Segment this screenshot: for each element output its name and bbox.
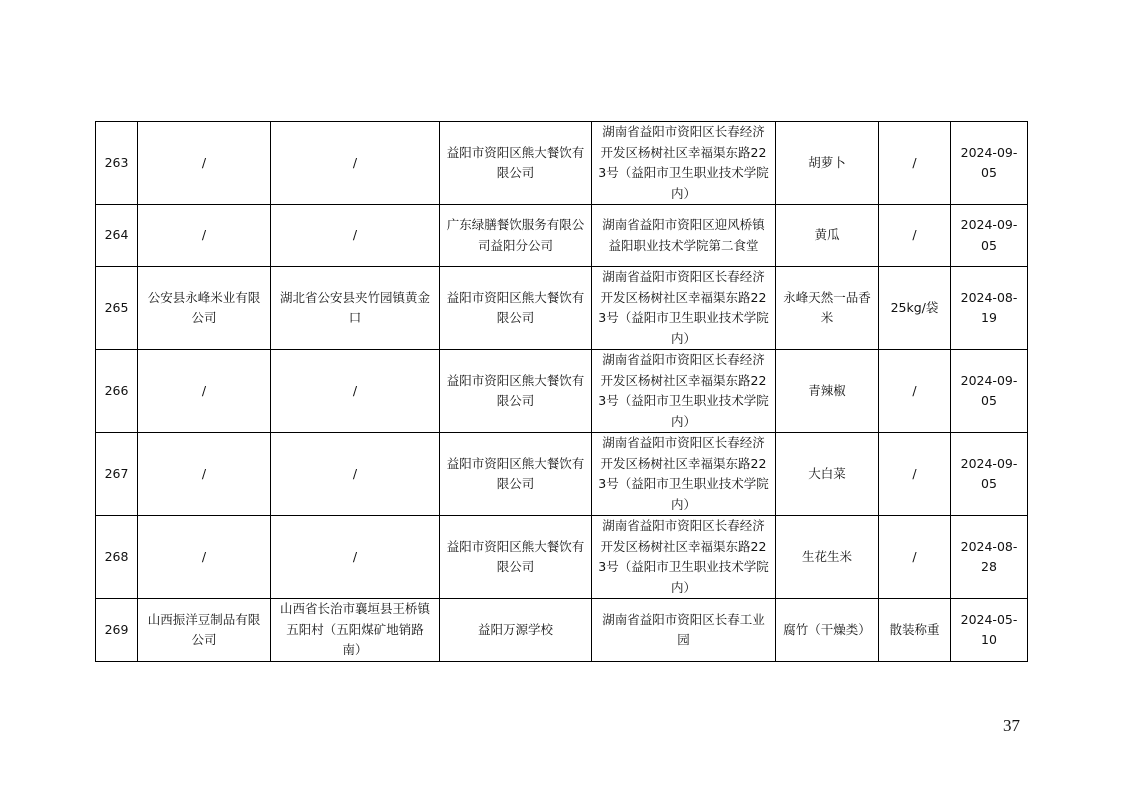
sampled-unit-name: 益阳市资阳区熊大餐饮有限公司: [440, 122, 592, 205]
producer-address: /: [271, 205, 440, 267]
row-number: 269: [96, 599, 138, 662]
sampled-unit-address: 湖南省益阳市资阳区长春经济开发区杨树社区幸福渠东路223号（益阳市卫生职业技术学院内）: [592, 516, 776, 599]
row-number: 263: [96, 122, 138, 205]
table-row: [96, 122, 1028, 205]
specification: /: [879, 516, 951, 599]
specification: 散装称重: [879, 599, 951, 662]
sampled-unit-address: 湖南省益阳市资阳区长春经济开发区杨树社区幸福渠东路223号（益阳市卫生职业技术学院内）: [592, 267, 776, 350]
sampled-unit-name: 益阳市资阳区熊大餐饮有限公司: [440, 267, 592, 350]
sampling-table: [95, 121, 1028, 662]
producer-name: 山西振洋豆制品有限公司: [138, 599, 271, 662]
food-name: 腐竹（干燥类）: [776, 599, 879, 662]
table-row: [96, 267, 1028, 350]
producer-address: 湖北省公安县夹竹园镇黄金口: [271, 267, 440, 350]
production-date: 2024-08-28: [951, 516, 1028, 599]
producer-name: /: [138, 516, 271, 599]
producer-address: /: [271, 433, 440, 516]
food-name: 大白菜: [776, 433, 879, 516]
specification: 25kg/袋: [879, 267, 951, 350]
producer-name: /: [138, 350, 271, 433]
producer-name: 公安县永峰米业有限公司: [138, 267, 271, 350]
sampled-unit-address: 湖南省益阳市资阳区长春经济开发区杨树社区幸福渠东路223号（益阳市卫生职业技术学院内）: [592, 122, 776, 205]
production-date: 2024-05-10: [951, 599, 1028, 662]
sampled-unit-address: 湖南省益阳市资阳区迎风桥镇益阳职业技术学院第二食堂: [592, 205, 776, 267]
food-name: 青辣椒: [776, 350, 879, 433]
production-date: 2024-08-19: [951, 267, 1028, 350]
production-date: 2024-09-05: [951, 433, 1028, 516]
row-number: 268: [96, 516, 138, 599]
row-number: 264: [96, 205, 138, 267]
production-date: 2024-09-05: [951, 122, 1028, 205]
row-number: 265: [96, 267, 138, 350]
producer-name: /: [138, 433, 271, 516]
food-name: 胡萝卜: [776, 122, 879, 205]
producer-name: /: [138, 205, 271, 267]
page-number: 37: [1003, 716, 1020, 735]
row-number: 266: [96, 350, 138, 433]
food-name: 永峰天然一品香米: [776, 267, 879, 350]
producer-address: /: [271, 516, 440, 599]
specification: /: [879, 205, 951, 267]
sampled-unit-name: 益阳市资阳区熊大餐饮有限公司: [440, 433, 592, 516]
sampled-unit-address: 湖南省益阳市资阳区长春工业园: [592, 599, 776, 662]
production-date: 2024-09-05: [951, 205, 1028, 267]
producer-address: 山西省长治市襄垣县王桥镇五阳村（五阳煤矿地销路南）: [271, 599, 440, 662]
table-row: [96, 599, 1028, 662]
sampled-unit-name: 益阳市资阳区熊大餐饮有限公司: [440, 350, 592, 433]
food-name: 黄瓜: [776, 205, 879, 267]
producer-name: /: [138, 122, 271, 205]
specification: /: [879, 350, 951, 433]
food-name: 生花生米: [776, 516, 879, 599]
sampled-unit-address: 湖南省益阳市资阳区长春经济开发区杨树社区幸福渠东路223号（益阳市卫生职业技术学院内）: [592, 433, 776, 516]
table-row: [96, 516, 1028, 599]
sampled-unit-name: 广东绿膳餐饮服务有限公司益阳分公司: [440, 205, 592, 267]
table-row: [96, 205, 1028, 267]
sampled-unit-name: 益阳市资阳区熊大餐饮有限公司: [440, 516, 592, 599]
producer-address: /: [271, 122, 440, 205]
specification: /: [879, 122, 951, 205]
specification: /: [879, 433, 951, 516]
table-row: [96, 433, 1028, 516]
sampled-unit-address: 湖南省益阳市资阳区长春经济开发区杨树社区幸福渠东路223号（益阳市卫生职业技术学院内）: [592, 350, 776, 433]
producer-address: /: [271, 350, 440, 433]
row-number: 267: [96, 433, 138, 516]
production-date: 2024-09-05: [951, 350, 1028, 433]
table-row: [96, 350, 1028, 433]
sampled-unit-name: 益阳万源学校: [440, 599, 592, 662]
